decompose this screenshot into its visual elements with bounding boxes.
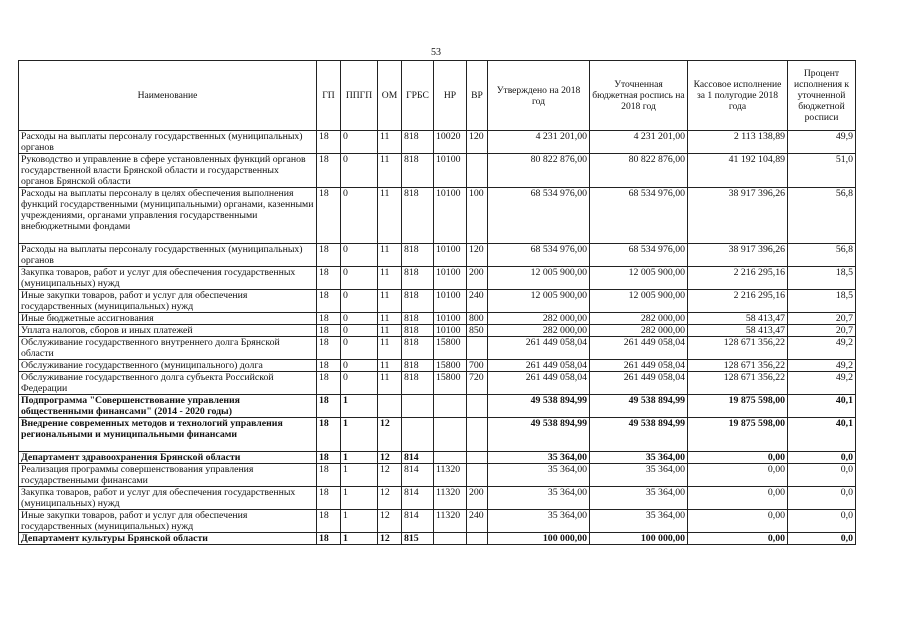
cell-vr: 240 xyxy=(467,290,488,313)
cell-approved: 261 449 058,04 xyxy=(488,372,590,395)
table-row xyxy=(19,154,856,188)
cell-percent: 40,1 xyxy=(788,395,856,418)
cell-ppgp: 0 xyxy=(341,313,378,325)
cell-gp: 18 xyxy=(317,533,341,545)
cell-cash: 0,00 xyxy=(688,510,788,533)
cell-name: Расходы на выплаты персоналу в целях обеспечения выполнения функций государственными (муниципальными) органами, казенными учреждениями, органами управления государственными внебюджетными фондами xyxy=(19,188,317,244)
cell-percent: 0,0 xyxy=(788,452,856,464)
table-row xyxy=(19,395,856,418)
header-grbs: ГРБС xyxy=(402,61,434,131)
cell-name: Иные бюджетные ассигнования xyxy=(19,313,317,325)
cell-om: 11 xyxy=(378,360,402,372)
cell-om: 12 xyxy=(378,510,402,533)
cell-cash: 19 875 598,00 xyxy=(688,395,788,418)
header-cash: Кассовое исполнение за 1 полугодие 2018 года xyxy=(688,61,788,131)
cell-np: 15800 xyxy=(434,372,467,395)
cell-ppgp: 0 xyxy=(341,325,378,337)
cell-vr: 720 xyxy=(467,372,488,395)
cell-refined: 4 231 201,00 xyxy=(590,131,688,154)
cell-name: Уплата налогов, сборов и иных платежей xyxy=(19,325,317,337)
cell-gp: 18 xyxy=(317,360,341,372)
cell-percent: 49,9 xyxy=(788,131,856,154)
cell-gp: 18 xyxy=(317,418,341,452)
cell-np: 15800 xyxy=(434,360,467,372)
header-approved: Утверждено на 2018 год xyxy=(488,61,590,131)
cell-gp: 18 xyxy=(317,244,341,267)
table-row xyxy=(19,131,856,154)
cell-name: Департамент культуры Брянской области xyxy=(19,533,317,545)
cell-percent: 49,2 xyxy=(788,360,856,372)
cell-percent: 20,7 xyxy=(788,325,856,337)
cell-refined: 68 534 976,00 xyxy=(590,188,688,244)
cell-om: 11 xyxy=(378,337,402,360)
cell-name: Иные закупки товаров, работ и услуг для обеспечения государственных (муниципальных) нужд xyxy=(19,290,317,313)
header-om: ОМ xyxy=(378,61,402,131)
cell-ppgp: 0 xyxy=(341,154,378,188)
cell-ppgp: 0 xyxy=(341,337,378,360)
cell-gp: 18 xyxy=(317,313,341,325)
cell-refined: 282 000,00 xyxy=(590,325,688,337)
cell-vr: 200 xyxy=(467,267,488,290)
cell-refined: 261 449 058,04 xyxy=(590,372,688,395)
cell-grbs: 818 xyxy=(402,313,434,325)
cell-grbs: 818 xyxy=(402,267,434,290)
cell-np: 10020 xyxy=(434,131,467,154)
cell-vr: 240 xyxy=(467,510,488,533)
cell-approved: 261 449 058,04 xyxy=(488,337,590,360)
cell-np: 10100 xyxy=(434,325,467,337)
cell-np xyxy=(434,533,467,545)
cell-cash: 38 917 396,26 xyxy=(688,188,788,244)
cell-np xyxy=(434,418,467,452)
header-ppgp: ППГП xyxy=(341,61,378,131)
cell-vr: 120 xyxy=(467,244,488,267)
cell-cash: 0,00 xyxy=(688,533,788,545)
cell-ppgp: 1 xyxy=(341,487,378,510)
cell-gp: 18 xyxy=(317,452,341,464)
table-row xyxy=(19,360,856,372)
cell-grbs: 818 xyxy=(402,325,434,337)
cell-np xyxy=(434,395,467,418)
cell-approved: 49 538 894,99 xyxy=(488,418,590,452)
table-row xyxy=(19,267,856,290)
cell-name: Расходы на выплаты персоналу государственных (муниципальных) органов xyxy=(19,244,317,267)
cell-grbs: 818 xyxy=(402,131,434,154)
cell-vr xyxy=(467,418,488,452)
table-row xyxy=(19,418,856,452)
cell-cash: 41 192 104,89 xyxy=(688,154,788,188)
cell-om: 11 xyxy=(378,188,402,244)
cell-gp: 18 xyxy=(317,464,341,487)
cell-percent: 56,8 xyxy=(788,188,856,244)
cell-np: 11320 xyxy=(434,464,467,487)
cell-grbs: 818 xyxy=(402,154,434,188)
cell-ppgp: 0 xyxy=(341,290,378,313)
cell-grbs: 818 xyxy=(402,290,434,313)
table-row xyxy=(19,325,856,337)
cell-grbs: 818 xyxy=(402,337,434,360)
cell-refined: 100 000,00 xyxy=(590,533,688,545)
cell-vr xyxy=(467,154,488,188)
cell-percent: 40,1 xyxy=(788,418,856,452)
cell-name: Департамент здравоохранения Брянской области xyxy=(19,452,317,464)
cell-cash: 128 671 356,22 xyxy=(688,372,788,395)
cell-grbs: 814 xyxy=(402,452,434,464)
cell-vr: 200 xyxy=(467,487,488,510)
cell-gp: 18 xyxy=(317,154,341,188)
cell-ppgp: 0 xyxy=(341,360,378,372)
table-row xyxy=(19,188,856,244)
cell-percent: 18,5 xyxy=(788,290,856,313)
cell-cash: 128 671 356,22 xyxy=(688,360,788,372)
cell-om: 12 xyxy=(378,533,402,545)
cell-name: Обслуживание государственного долга субъекта Российской Федерации xyxy=(19,372,317,395)
cell-grbs: 818 xyxy=(402,244,434,267)
cell-grbs: 814 xyxy=(402,464,434,487)
table-row xyxy=(19,464,856,487)
table-row xyxy=(19,533,856,545)
cell-gp: 18 xyxy=(317,131,341,154)
cell-gp: 18 xyxy=(317,510,341,533)
cell-om xyxy=(378,395,402,418)
cell-om: 11 xyxy=(378,290,402,313)
cell-vr xyxy=(467,464,488,487)
cell-ppgp: 1 xyxy=(341,418,378,452)
table-row xyxy=(19,452,856,464)
cell-np: 10100 xyxy=(434,244,467,267)
cell-cash: 0,00 xyxy=(688,487,788,510)
cell-gp: 18 xyxy=(317,267,341,290)
cell-refined: 49 538 894,99 xyxy=(590,395,688,418)
cell-om: 11 xyxy=(378,372,402,395)
cell-approved: 68 534 976,00 xyxy=(488,244,590,267)
header-gp: ГП xyxy=(317,61,341,131)
cell-grbs: 815 xyxy=(402,533,434,545)
cell-gp: 18 xyxy=(317,325,341,337)
cell-percent: 49,2 xyxy=(788,337,856,360)
cell-approved: 35 364,00 xyxy=(488,464,590,487)
cell-om: 12 xyxy=(378,452,402,464)
cell-ppgp: 0 xyxy=(341,244,378,267)
cell-vr: 120 xyxy=(467,131,488,154)
budget-execution-table xyxy=(18,60,856,545)
cell-name: Закупка товаров, работ и услуг для обеспечения государственных (муниципальных) нужд xyxy=(19,487,317,510)
cell-om: 11 xyxy=(378,267,402,290)
cell-ppgp: 1 xyxy=(341,533,378,545)
cell-approved: 261 449 058,04 xyxy=(488,360,590,372)
cell-np xyxy=(434,452,467,464)
cell-name: Внедрение современных методов и технологий управления региональными и муниципальными финансами xyxy=(19,418,317,452)
cell-approved: 4 231 201,00 xyxy=(488,131,590,154)
cell-cash: 128 671 356,22 xyxy=(688,337,788,360)
cell-cash: 0,00 xyxy=(688,464,788,487)
cell-grbs xyxy=(402,395,434,418)
cell-vr xyxy=(467,395,488,418)
table-row xyxy=(19,372,856,395)
cell-cash: 2 113 138,89 xyxy=(688,131,788,154)
cell-om: 11 xyxy=(378,154,402,188)
cell-grbs xyxy=(402,418,434,452)
cell-refined: 261 449 058,04 xyxy=(590,360,688,372)
cell-grbs: 818 xyxy=(402,188,434,244)
cell-approved: 35 364,00 xyxy=(488,452,590,464)
header-np: НР xyxy=(434,61,467,131)
cell-percent: 0,0 xyxy=(788,533,856,545)
cell-refined: 12 005 900,00 xyxy=(590,267,688,290)
cell-cash: 19 875 598,00 xyxy=(688,418,788,452)
cell-cash: 38 917 396,26 xyxy=(688,244,788,267)
cell-vr xyxy=(467,337,488,360)
cell-np: 11320 xyxy=(434,510,467,533)
cell-vr xyxy=(467,533,488,545)
cell-ppgp: 0 xyxy=(341,372,378,395)
cell-percent: 0,0 xyxy=(788,510,856,533)
table-row xyxy=(19,290,856,313)
cell-percent: 51,0 xyxy=(788,154,856,188)
cell-approved: 68 534 976,00 xyxy=(488,188,590,244)
cell-approved: 100 000,00 xyxy=(488,533,590,545)
cell-percent: 49,2 xyxy=(788,372,856,395)
cell-refined: 80 822 876,00 xyxy=(590,154,688,188)
cell-ppgp: 1 xyxy=(341,395,378,418)
table-row xyxy=(19,337,856,360)
cell-vr: 100 xyxy=(467,188,488,244)
cell-refined: 35 364,00 xyxy=(590,464,688,487)
cell-vr xyxy=(467,452,488,464)
cell-name: Подпрограмма "Совершенствование управления общественными финансами" (2014 - 2020 годы) xyxy=(19,395,317,418)
cell-refined: 68 534 976,00 xyxy=(590,244,688,267)
cell-gp: 18 xyxy=(317,372,341,395)
cell-name: Руководство и управление в сфере установленных функций органов государственной власти Брянской области и государственных органов Брянской области xyxy=(19,154,317,188)
page-number: 53 xyxy=(431,47,441,58)
cell-refined: 282 000,00 xyxy=(590,313,688,325)
cell-refined: 261 449 058,04 xyxy=(590,337,688,360)
cell-gp: 18 xyxy=(317,337,341,360)
header-percent: Процент исполнения к уточненной бюджетной росписи xyxy=(788,61,856,131)
cell-approved: 35 364,00 xyxy=(488,487,590,510)
cell-refined: 49 538 894,99 xyxy=(590,418,688,452)
cell-approved: 80 822 876,00 xyxy=(488,154,590,188)
cell-om: 11 xyxy=(378,131,402,154)
table-header-row xyxy=(19,61,856,131)
cell-np: 10100 xyxy=(434,267,467,290)
cell-percent: 0,0 xyxy=(788,487,856,510)
cell-refined: 35 364,00 xyxy=(590,487,688,510)
table-row xyxy=(19,313,856,325)
cell-om: 12 xyxy=(378,487,402,510)
cell-np: 10100 xyxy=(434,313,467,325)
cell-approved: 35 364,00 xyxy=(488,510,590,533)
cell-approved: 282 000,00 xyxy=(488,313,590,325)
cell-np: 10100 xyxy=(434,188,467,244)
cell-ppgp: 1 xyxy=(341,510,378,533)
cell-grbs: 818 xyxy=(402,360,434,372)
cell-cash: 0,00 xyxy=(688,452,788,464)
cell-percent: 18,5 xyxy=(788,267,856,290)
cell-name: Закупка товаров, работ и услуг для обеспечения государственных (муниципальных) нужд xyxy=(19,267,317,290)
header-refined: Уточненная бюджетная роспись на 2018 год xyxy=(590,61,688,131)
cell-approved: 12 005 900,00 xyxy=(488,267,590,290)
cell-grbs: 814 xyxy=(402,487,434,510)
cell-vr: 850 xyxy=(467,325,488,337)
cell-ppgp: 1 xyxy=(341,452,378,464)
cell-om: 12 xyxy=(378,418,402,452)
table-body xyxy=(19,131,856,545)
cell-gp: 18 xyxy=(317,487,341,510)
header-name: Наименование xyxy=(19,61,317,131)
cell-name: Иные закупки товаров, работ и услуг для обеспечения государственных (муниципальных) нужд xyxy=(19,510,317,533)
cell-gp: 18 xyxy=(317,290,341,313)
table-row xyxy=(19,487,856,510)
cell-name: Обслуживание государственного внутреннего долга Брянской области xyxy=(19,337,317,360)
cell-om: 11 xyxy=(378,244,402,267)
cell-percent: 0,0 xyxy=(788,464,856,487)
cell-ppgp: 0 xyxy=(341,188,378,244)
cell-percent: 56,8 xyxy=(788,244,856,267)
cell-ppgp: 0 xyxy=(341,267,378,290)
cell-ppgp: 1 xyxy=(341,464,378,487)
cell-vr: 700 xyxy=(467,360,488,372)
cell-refined: 35 364,00 xyxy=(590,510,688,533)
cell-grbs: 818 xyxy=(402,372,434,395)
cell-gp: 18 xyxy=(317,395,341,418)
cell-name: Реализация программы совершенствования управления государственными финансами xyxy=(19,464,317,487)
cell-refined: 12 005 900,00 xyxy=(590,290,688,313)
cell-gp: 18 xyxy=(317,188,341,244)
cell-cash: 2 216 295,16 xyxy=(688,290,788,313)
cell-name: Расходы на выплаты персоналу государственных (муниципальных) органов xyxy=(19,131,317,154)
cell-cash: 58 413,47 xyxy=(688,325,788,337)
cell-cash: 58 413,47 xyxy=(688,313,788,325)
cell-refined: 35 364,00 xyxy=(590,452,688,464)
cell-approved: 12 005 900,00 xyxy=(488,290,590,313)
cell-np: 11320 xyxy=(434,487,467,510)
cell-cash: 2 216 295,16 xyxy=(688,267,788,290)
cell-om: 12 xyxy=(378,464,402,487)
table-row xyxy=(19,510,856,533)
cell-om: 11 xyxy=(378,325,402,337)
table-row xyxy=(19,244,856,267)
cell-percent: 20,7 xyxy=(788,313,856,325)
cell-ppgp: 0 xyxy=(341,131,378,154)
cell-np: 10100 xyxy=(434,154,467,188)
cell-om: 11 xyxy=(378,313,402,325)
cell-grbs: 814 xyxy=(402,510,434,533)
cell-np: 15800 xyxy=(434,337,467,360)
cell-vr: 800 xyxy=(467,313,488,325)
cell-np: 10100 xyxy=(434,290,467,313)
cell-name: Обслуживание государственного (муниципального) долга xyxy=(19,360,317,372)
header-vr: ВР xyxy=(467,61,488,131)
cell-approved: 282 000,00 xyxy=(488,325,590,337)
cell-approved: 49 538 894,99 xyxy=(488,395,590,418)
